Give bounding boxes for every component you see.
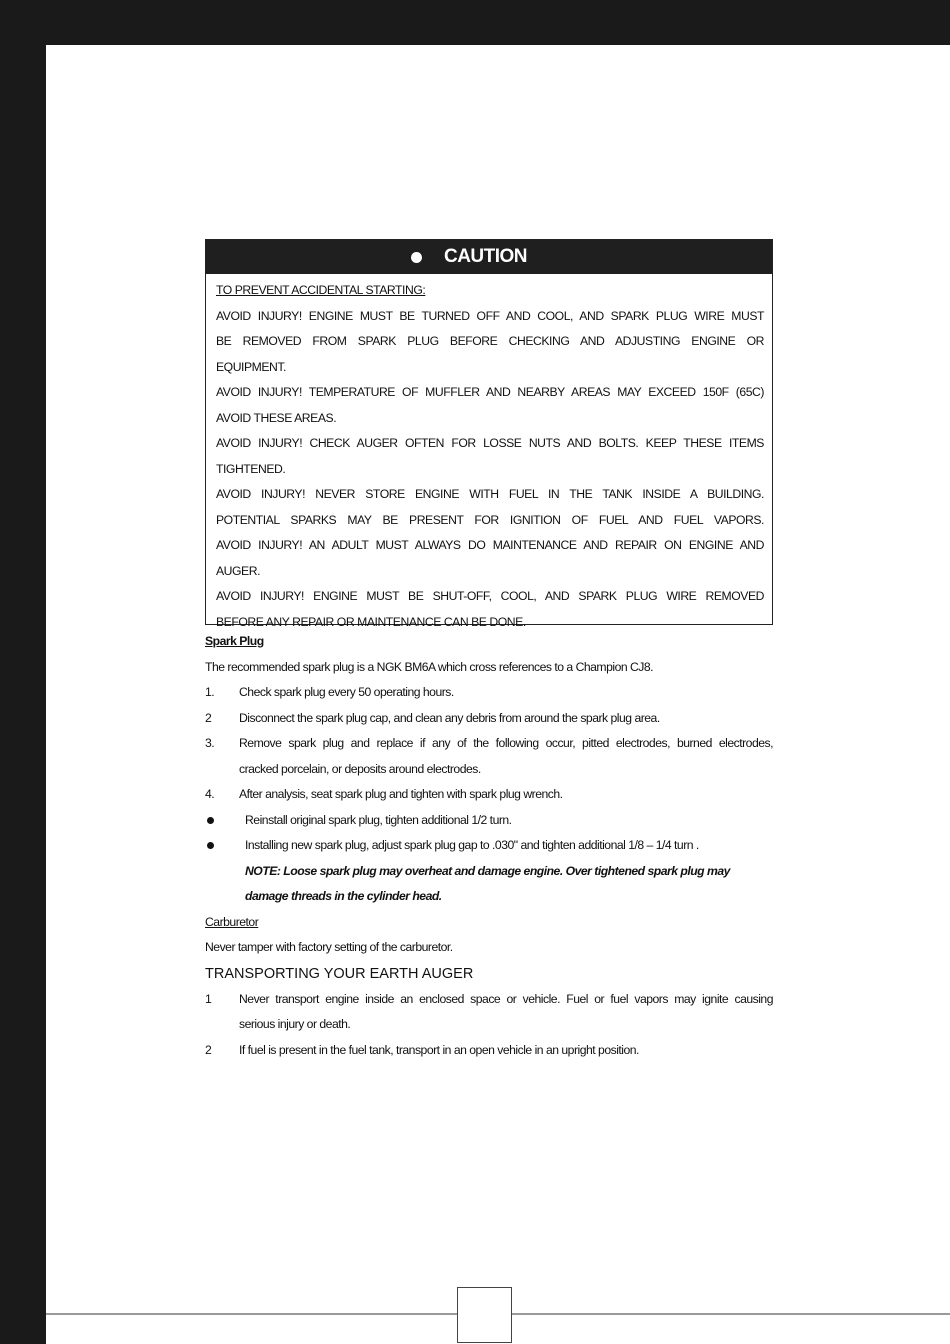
note-line (205, 884, 773, 910)
caution-line: AVOID INJURY! NEVER STORE ENGINE WITH FUEL IN THE TANK INSIDE A BUILDING. (216, 487, 764, 501)
list-number: 2 (205, 1042, 212, 1057)
bullet-text: Reinstall original spark plug, tighten additional 1/2 turn. (245, 812, 512, 827)
list-number: 4. (205, 787, 215, 801)
spark-plug-heading: Spark Plug (205, 634, 264, 648)
list-item-continuation (205, 757, 773, 783)
list-text: Never transport engine inside an enclosed space or vehicle. Fuel or fuel vapors may ignite causing (239, 991, 773, 1006)
list-number: 1 (205, 991, 212, 1006)
main-content (205, 629, 773, 1063)
left-black-band (0, 0, 46, 1344)
list-item (205, 782, 773, 808)
note-text: NOTE: Loose spark plug may overheat and damage engine. Over tightened spark plug may (245, 863, 730, 878)
bullet-item (205, 808, 773, 834)
caution-line: AVOID INJURY! ENGINE MUST BE TURNED OFF AND COOL, AND SPARK PLUG WIRE MUST (216, 308, 764, 323)
carburetor-text: Never tamper with factory setting of the carburetor. (205, 940, 453, 954)
bullet-icon (207, 842, 214, 849)
carburetor-heading: Carburetor (205, 914, 259, 929)
note-text: damage threads in the cylinder head. (245, 889, 442, 903)
list-item (205, 680, 773, 706)
caution-line: AVOID INJURY! ENGINE MUST BE SHUT-OFF, COOL, AND SPARK PLUG WIRE REMOVED (216, 589, 764, 603)
caution-line: AUGER. (216, 563, 261, 578)
list-item-continuation (205, 1012, 773, 1038)
caution-line: AVOID INJURY! TEMPERATURE OF MUFFLER AND NEARBY AREAS MAY EXCEED 150F (65C) (216, 385, 764, 399)
caution-line: AVOID INJURY! AN ADULT MUST ALWAYS DO MAINTENANCE AND REPAIR ON ENGINE AND (216, 538, 764, 552)
bullet-text: Installing new spark plug, adjust spark plug gap to .030" and tighten additional 1/8 – 1/4 turn . (245, 838, 699, 852)
list-item (205, 987, 773, 1013)
list-number: 3. (205, 736, 215, 750)
list-text: cracked porcelain, or deposits around electrodes. (239, 761, 481, 776)
caution-line: BE REMOVED FROM SPARK PLUG BEFORE CHECKING AND ADJUSTING ENGINE OR (216, 334, 764, 348)
caution-line: AVOID INJURY! CHECK AUGER OFTEN FOR LOSSE NUTS AND BOLTS. KEEP THESE ITEMS (216, 436, 764, 450)
caution-line: TIGHTENED. (216, 461, 286, 476)
top-black-band (0, 0, 950, 45)
caution-line: POTENTIAL SPARKS MAY BE PRESENT FOR IGNITION OF FUEL AND FUEL VAPORS. (216, 512, 764, 527)
caution-box (205, 239, 773, 629)
list-item (205, 1038, 773, 1064)
list-text: Remove spark plug and replace if any of the following occur, pitted electrodes, burned electrodes, (239, 736, 773, 750)
list-text: serious injury or death. (239, 1017, 351, 1031)
caution-line: AVOID THESE AREAS. (216, 410, 337, 425)
caution-line: EQUIPMENT. (216, 359, 286, 374)
bullet-item (205, 833, 773, 859)
list-number: 1. (205, 685, 215, 699)
list-text: Disconnect the spark plug cap, and clean any debris from around the spark plug area. (239, 710, 660, 725)
spark-plug-intro: The recommended spark plug is a NGK BM6A which cross references to a Champion CJ8. (205, 659, 654, 674)
list-text: If fuel is present in the fuel tank, transport in an open vehicle in an upright position. (239, 1042, 639, 1057)
caution-title: CAUTION (443, 246, 528, 267)
note-line (205, 859, 773, 885)
list-text: After analysis, seat spark plug and tighten with spark plug wrench. (239, 787, 563, 801)
caution-line: TO PREVENT ACCIDENTAL STARTING: (216, 283, 426, 297)
bullet-icon (207, 817, 214, 824)
caution-dot-icon (411, 252, 422, 263)
caution-header (206, 240, 772, 274)
list-text: Check spark plug every 50 operating hours. (239, 685, 454, 699)
caution-body (206, 274, 772, 635)
caution-line: BEFORE ANY REPAIR OR MAINTENANCE CAN BE DONE. (216, 614, 526, 629)
transport-heading: TRANSPORTING YOUR EARTH AUGER (205, 965, 474, 982)
list-item (205, 706, 773, 732)
list-number: 2 (205, 710, 212, 725)
page-number-box (457, 1287, 512, 1343)
list-item (205, 731, 773, 757)
